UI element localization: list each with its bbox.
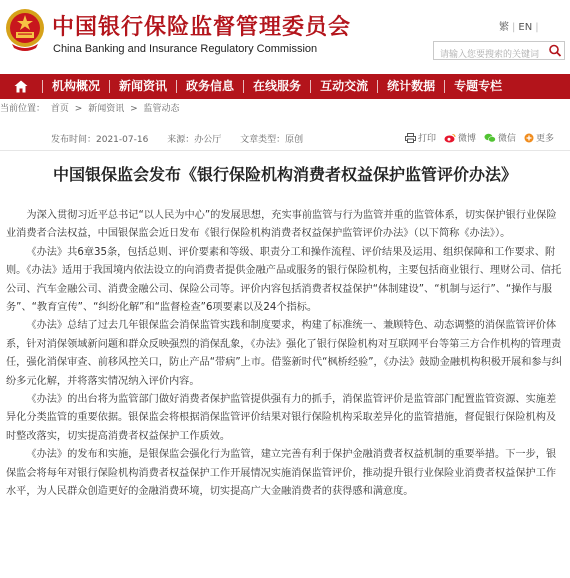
- site-subtitle: China Banking and Insurance Regulatory Commission: [53, 43, 318, 55]
- breadcrumb-home[interactable]: 首页: [50, 104, 69, 114]
- breadcrumb-separator: >: [74, 104, 83, 114]
- wechat-label: 微信: [498, 134, 517, 144]
- nav-item-government-info[interactable]: 政务信息: [186, 79, 235, 93]
- lang-en-link[interactable]: EN: [518, 22, 533, 33]
- breadcrumb-separator: >: [130, 104, 138, 114]
- breadcrumb-regulatory-news[interactable]: 监管动态: [143, 104, 180, 114]
- breadcrumb: [0, 101, 570, 115]
- language-switcher: [496, 18, 539, 33]
- more-label: 更多: [536, 134, 555, 144]
- article-title: 中国银保监会发布《银行保险机构消费者权益保护监管评价办法》: [52, 165, 517, 184]
- main-nav: [0, 74, 570, 99]
- print-label: 打印: [418, 134, 437, 144]
- print-icon: [405, 133, 416, 143]
- nav-item-interaction[interactable]: 互动交流: [320, 79, 369, 93]
- weibo-icon: [444, 133, 456, 143]
- national-emblem-icon[interactable]: [4, 6, 46, 54]
- weibo-share-button[interactable]: [444, 131, 476, 144]
- site-header: [0, 0, 570, 74]
- search-input[interactable]: [434, 47, 546, 64]
- nav-item-online-services[interactable]: 在线服务: [253, 79, 302, 93]
- wechat-icon: [484, 133, 496, 143]
- breadcrumb-news[interactable]: 新闻资讯: [88, 104, 125, 114]
- nav-item-statistics[interactable]: 统计数据: [387, 79, 436, 93]
- article-paragraph: 《办法》的发布和实施，是银保监会强化行为监管，建立完善有利于保护金融消费者权益机制的重要举措。下一步，银保监会将每年对银行保险机构消费者权益保护工作开展情况实施消保监管评价，推动提升银行业保险业消费者权益保护工作水平，为人民群众创造更好的金融消费环境，切实提高广大金融消费者的获得感和满意度。: [6, 449, 557, 498]
- article-body: [6, 207, 564, 502]
- article-type: 文章类型：原创: [240, 135, 304, 145]
- wechat-share-button[interactable]: [484, 131, 516, 144]
- nav-home[interactable]: [0, 74, 42, 99]
- article-paragraph: 为深入贯彻习近平总书记“以人民为中心”的发展思想，充实事前监管与行为监管并重的监管体系，切实保护银行业保险业消费者合法权益，中国银保监会近日发布《银行保险机构消费者权益保护监管评价办法》（以下简称《办法》）。: [6, 210, 557, 240]
- nav-item-topics[interactable]: 专题专栏: [454, 79, 503, 93]
- weibo-label: 微博: [458, 134, 477, 144]
- site-title[interactable]: 中国银行保险监督管理委员会: [52, 15, 352, 40]
- article-paragraph: 《办法》共6章35条，包括总则、评价要素和等级、职责分工和操作流程、评价结果及运用、组织保障和工作要求、附则。《办法》适用于我国境内依法设立的向消费者提供金融产品或服务的银行保险机构，主要包括商业银行、理财公司、信托公司、汽车金融公司、消费金融公司、保险公司等。评价内容包括消费者权益保护“体制建设”、“机制与运行”、“操作与服务”、“教育宣传”、“纠纷化解”和“监督检查”6项要素以及24个指标。: [6, 246, 562, 314]
- publish-time: 发布时间：2021-07-16: [51, 135, 149, 145]
- nav-item-about[interactable]: 机构概况: [52, 79, 101, 93]
- article-source: 来源：办公厅: [167, 135, 222, 145]
- lang-separator: |: [512, 22, 516, 33]
- more-icon: [524, 133, 534, 143]
- more-share-button[interactable]: [524, 131, 554, 144]
- share-bar: [405, 131, 562, 144]
- breadcrumb-prefix: 当前位置：: [0, 104, 46, 114]
- home-icon: [14, 80, 28, 93]
- nav-item-news[interactable]: 新闻资讯: [119, 79, 168, 93]
- search-box: [433, 41, 565, 60]
- meta-divider: [0, 150, 570, 151]
- print-button[interactable]: [405, 131, 436, 144]
- article-paragraph: 《办法》的出台将为监管部门做好消费者保护监管提供强有力的抓手，消保监管评价是监管部门配置监管资源、实施差异化分类监管的重要依据。银保监会将根据消保监管评价结果对银行保险机构采取差异化的监管措施，督促银行保险机构及时整改落实，切实提高消费者权益保护工作质效。: [6, 394, 557, 442]
- search-icon[interactable]: [547, 43, 563, 58]
- lang-separator: |: [535, 22, 539, 33]
- article-meta: [51, 132, 319, 145]
- article-paragraph: 《办法》总结了过去几年银保监会消保监管实践和制度要求，构建了标准统一、兼顾特色、动态调整的消保监管评价体系，针对消保领域新问题和群众反映强烈的消保乱象，《办法》强化了银行保险机构对互联网平台等第三方合作机构的管理责任，强化消保审查、前移风控关口，防止产品“带病”上市。借鉴新时代“枫桥经验”，《办法》鼓励金融机构积极开展和参与纠纷多元化解，并将落实情况纳入评价内容。: [6, 320, 562, 387]
- lang-traditional-link[interactable]: 繁: [499, 22, 509, 33]
